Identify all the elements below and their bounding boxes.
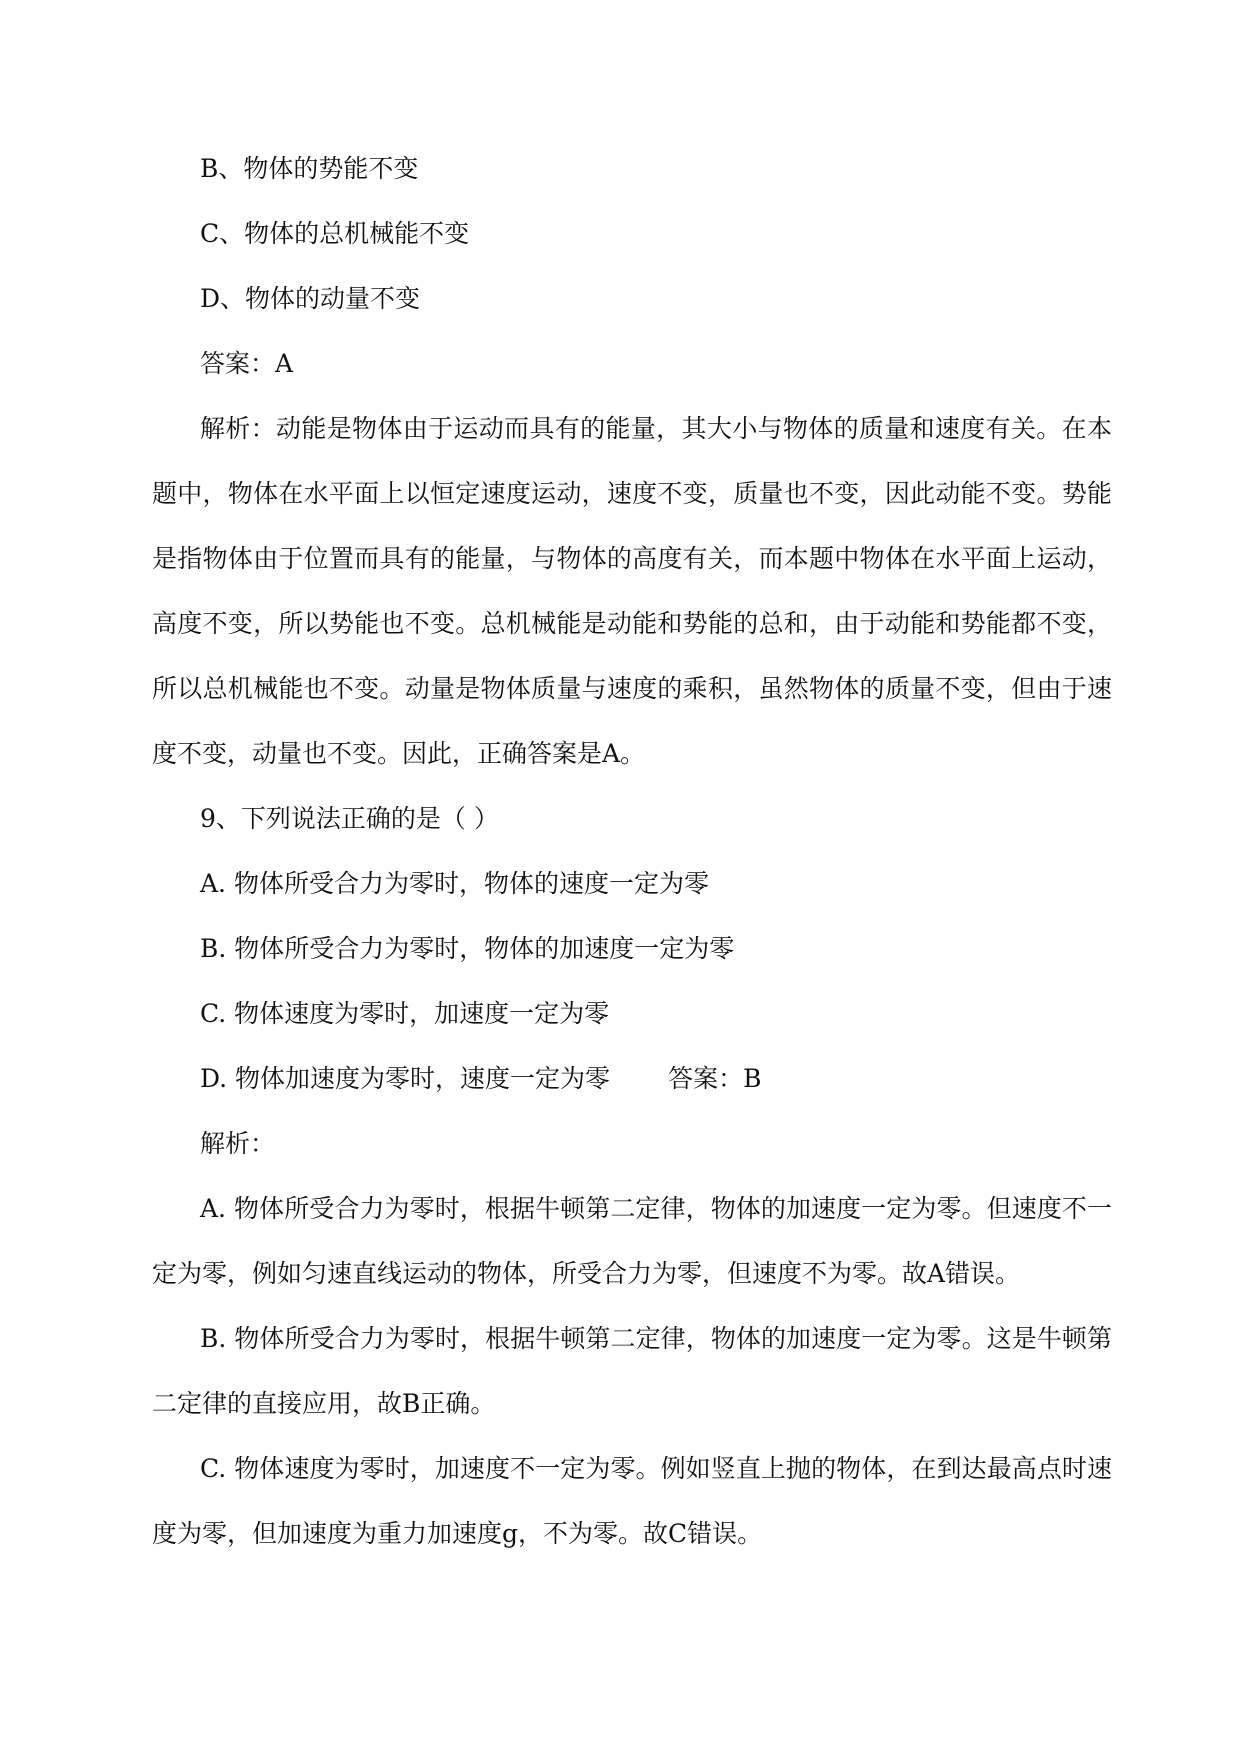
q9-answer: 答案：B	[668, 1064, 762, 1093]
document-page	[152, 136, 1112, 1566]
q8-option-d: D、物体的动量不变	[200, 284, 421, 313]
q9-analysis-label: 解析：	[200, 1129, 276, 1158]
q8-option-b: B、物体的势能不变	[200, 154, 419, 183]
q9-analysis-a: A. 物体所受合力为零时，根据牛顿第二定律，物体的加速度一定为零。但速度不一定为零，例如匀速直线运动的物体，所受合力为零，但速度不为零。故A错误。	[152, 1194, 1112, 1288]
q9-option-c: C. 物体速度为零时，加速度一定为零	[200, 999, 610, 1028]
q9-option-d-row	[152, 1046, 1112, 1111]
q9-option-b: B. 物体所受合力为零时，物体的加速度一定为零	[200, 934, 735, 963]
q8-answer: 答案：A	[200, 349, 294, 378]
q9-analysis-c: C. 物体速度为零时，加速度不一定为零。例如竖直上抛的物体，在到达最高点时速度为零，但加速度为重力加速度g，不为零。故C错误。	[152, 1454, 1112, 1548]
q9-option-d: D. 物体加速度为零时，速度一定为零	[200, 1064, 611, 1093]
q9-stem: 9、下列说法正确的是（ ）	[200, 804, 499, 833]
q9-option-a: A. 物体所受合力为零时，物体的速度一定为零	[200, 869, 709, 898]
q8-analysis: 解析：动能是物体由于运动而具有的能量，其大小与物体的质量和速度有关。在本题中，物体在水平面上以恒定速度运动，速度不变，质量也不变，因此动能不变。势能是指物体由于位置而具有的能量，与物体的高度有关，而本题中物体在水平面上运动，高度不变，所以势能也不变。总机械能是动能和势能的总和，由于动能和势能都不变，所以总机械能也不变。动量是物体质量与速度的乘积，虽然物体的质量不变，但由于速度不变，动量也不变。因此，正确答案是A。	[152, 414, 1112, 768]
q8-option-c: C、物体的总机械能不变	[200, 219, 470, 248]
q9-analysis-b: B. 物体所受合力为零时，根据牛顿第二定律，物体的加速度一定为零。这是牛顿第二定律的直接应用，故B正确。	[152, 1324, 1112, 1418]
